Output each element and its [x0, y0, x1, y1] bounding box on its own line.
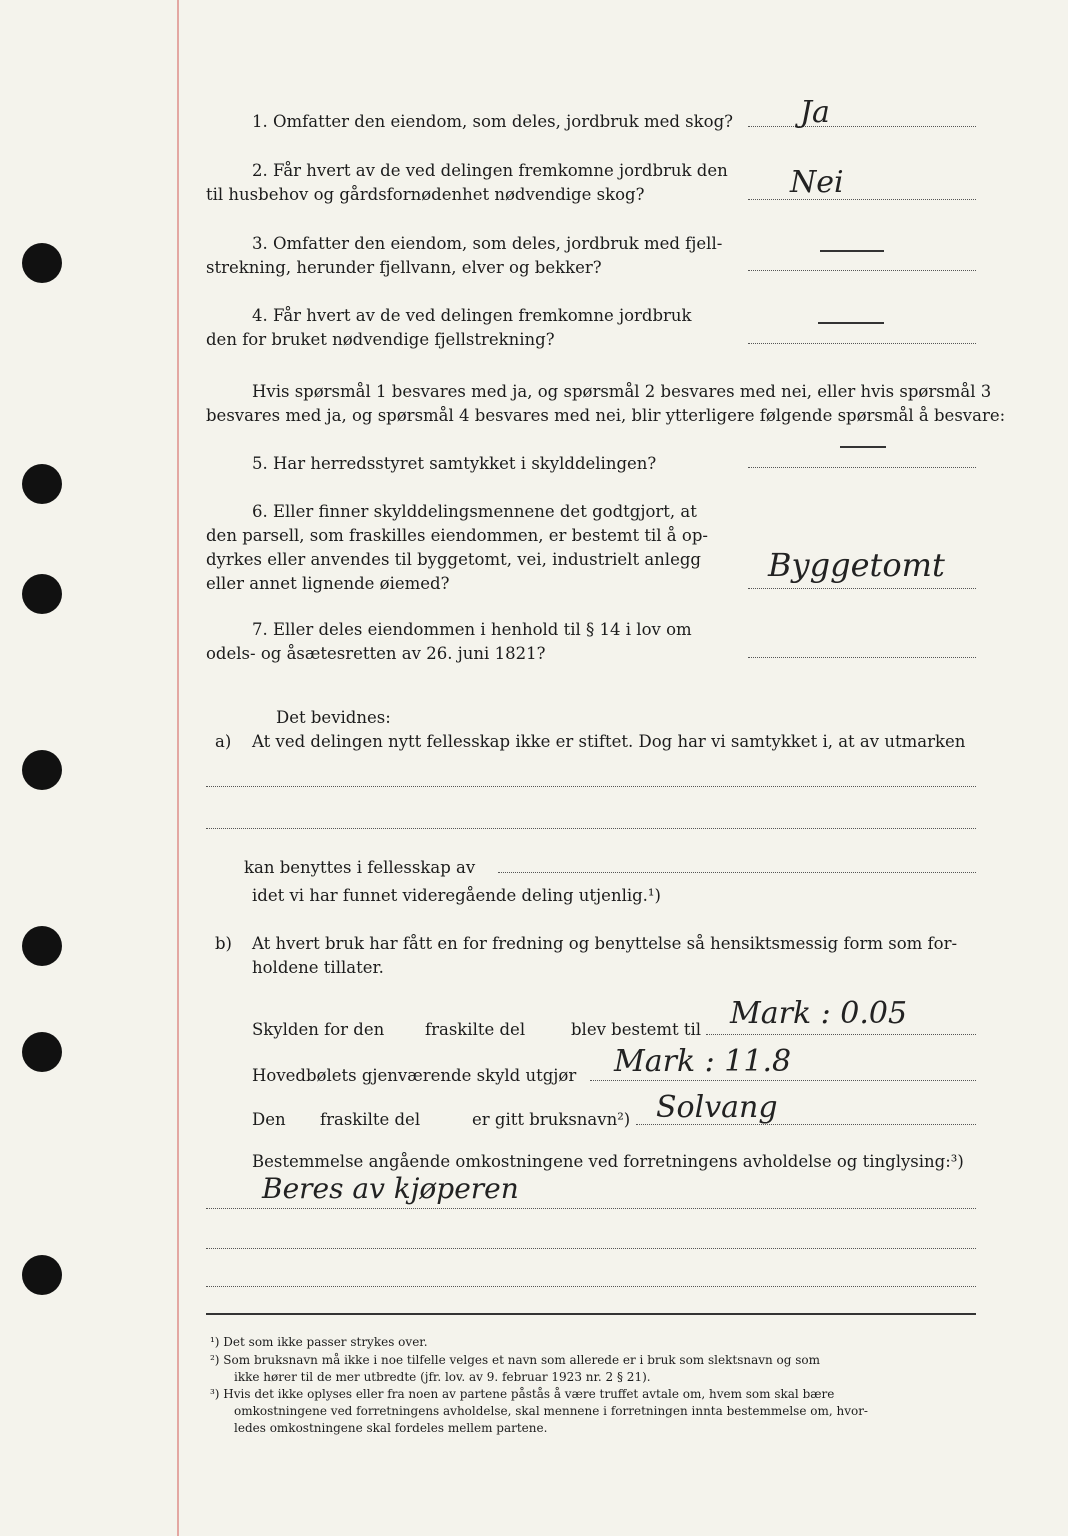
den-label-2: fraskilte del — [320, 1110, 421, 1129]
question-2-line-2: til husbehov og gårdsfornødenhet nødvendige skog? — [206, 185, 645, 204]
footnote-rule — [206, 1313, 976, 1315]
footnote-3-line-1: ³) Hvis det ikke oplyses eller fra noen av partene påstås å være truffet avtale om, hvem som skal bære — [210, 1387, 835, 1401]
footnote-3-line-3: ledes omkostningene skal fordeles mellem partene. — [234, 1421, 548, 1435]
bevidnes-a-label: a) — [215, 732, 232, 751]
footnote-3-line-2: omkostningene ved forretningens avholdelse, skal mennene i forretningen innta bestemmelse om, hvor- — [234, 1404, 868, 1418]
skyld-label-2: fraskilte del — [425, 1020, 526, 1039]
question-6-line-2: den parsell, som fraskilles eiendommen, er bestemt til å op- — [206, 526, 708, 545]
hoved-value-handwritten: Mark : 11.8 — [614, 1044, 792, 1079]
answer-line-7 — [748, 657, 976, 658]
answer-5-dash — [840, 446, 886, 448]
hoved-label: Hovedbølets gjenværende skyld utgjør — [252, 1066, 577, 1085]
condition-line-1: Hvis spørsmål 1 besvares med ja, og spørsmål 2 besvares med nei, eller hvis spørsmål 3 — [252, 382, 992, 401]
question-7-line-1: 7. Eller deles eiendommen i henhold til § 14 i lov om — [252, 620, 692, 639]
answer-4-dash — [818, 322, 884, 324]
question-3-line-2: strekning, herunder fjellvann, elver og bekker? — [206, 258, 602, 277]
bevidnes-b-label: b) — [215, 934, 232, 953]
fill-line — [206, 1208, 976, 1209]
punch-hole — [22, 243, 62, 283]
answer-3-dash — [820, 250, 884, 252]
answer-line-3 — [748, 270, 976, 271]
answer-line-2 — [748, 199, 976, 200]
skyld-line — [706, 1034, 976, 1035]
punch-hole — [22, 926, 62, 966]
question-4-line-1: 4. Får hvert av de ved delingen fremkomne jordbruk — [252, 306, 692, 325]
answer-2-handwritten: Nei — [790, 165, 844, 200]
skyld-label-3: blev bestemt til — [571, 1020, 702, 1039]
condition-line-2: besvares med ja, og spørsmål 4 besvares med nei, blir ytterligere følgende spørsmål å besvare: — [206, 406, 1006, 425]
bevidnes-heading: Det bevidnes: — [276, 708, 391, 727]
bevidnes-kan: kan benyttes i fellesskap av — [244, 858, 476, 877]
footnote-2-line-1: ²) Som bruksnavn må ikke i noe tilfelle velges et navn som allerede er i bruk som slektsnavn og som — [210, 1353, 821, 1367]
answer-line-6 — [748, 588, 976, 589]
fill-line — [206, 828, 976, 829]
punch-hole — [22, 464, 62, 504]
den-label: Den — [252, 1110, 286, 1129]
fill-line — [498, 872, 976, 873]
question-2-line-1: 2. Får hvert av de ved delingen fremkomne jordbruk den — [252, 161, 728, 180]
bruksnavn-handwritten: Solvang — [656, 1090, 778, 1125]
margin-line — [177, 0, 179, 1536]
omk-value-handwritten: Beres av kjøperen — [262, 1172, 519, 1205]
question-6-line-1: 6. Eller finner skylddelingsmennene det godtgjort, at — [252, 502, 697, 521]
skyld-label-1: Skylden for den — [252, 1020, 385, 1039]
answer-6-handwritten: Byggetomt — [768, 546, 945, 584]
omk-label: Bestemmelse angående omkostningene ved forretningens avholdelse og tinglysing:³) — [252, 1152, 964, 1171]
answer-1-handwritten: Ja — [800, 95, 830, 130]
punch-hole — [22, 1255, 62, 1295]
bevidnes-b-line-2: holdene tillater. — [252, 958, 384, 977]
punch-hole — [22, 1032, 62, 1072]
skyld-value-handwritten: Mark : 0.05 — [730, 996, 908, 1031]
question-3-line-1: 3. Omfatter den eiendom, som deles, jordbruk med fjell- — [252, 234, 723, 253]
fill-line — [206, 1248, 976, 1249]
bevidnes-a-text: At ved delingen nytt fellesskap ikke er stiftet. Dog har vi samtykket i, at av utmarken — [252, 732, 966, 751]
answer-line-4 — [748, 343, 976, 344]
question-4-line-2: den for bruket nødvendige fjellstrekning? — [206, 330, 555, 349]
den-label-3: er gitt bruksnavn²) — [472, 1110, 631, 1129]
question-5: 5. Har herredsstyret samtykket i skylddelingen? — [252, 454, 657, 473]
fill-line — [206, 786, 976, 787]
answer-line-1 — [748, 126, 976, 127]
hoved-line — [590, 1080, 976, 1081]
footnote-1: ¹) Det som ikke passer strykes over. — [210, 1335, 428, 1349]
question-6-line-3: dyrkes eller anvendes til byggetomt, vei, industrielt anlegg — [206, 550, 701, 569]
question-1: 1. Omfatter den eiendom, som deles, jordbruk med skog? — [252, 112, 733, 131]
fill-line — [206, 1286, 976, 1287]
answer-line-5 — [748, 467, 976, 468]
question-6-line-4: eller annet lignende øiemed? — [206, 574, 450, 593]
footnote-2-line-2: ikke hører til de mer utbredte (jfr. lov. av 9. februar 1923 nr. 2 § 21). — [234, 1370, 651, 1384]
bevidnes-b-line-1: At hvert bruk har fått en for fredning og benyttelse så hensiktsmessig form som for- — [252, 934, 958, 953]
question-7-line-2: odels- og åsætesretten av 26. juni 1821? — [206, 644, 546, 663]
punch-hole — [22, 750, 62, 790]
punch-hole — [22, 574, 62, 614]
bevidnes-idet: idet vi har funnet videregående deling utjenlig.¹) — [252, 886, 661, 905]
